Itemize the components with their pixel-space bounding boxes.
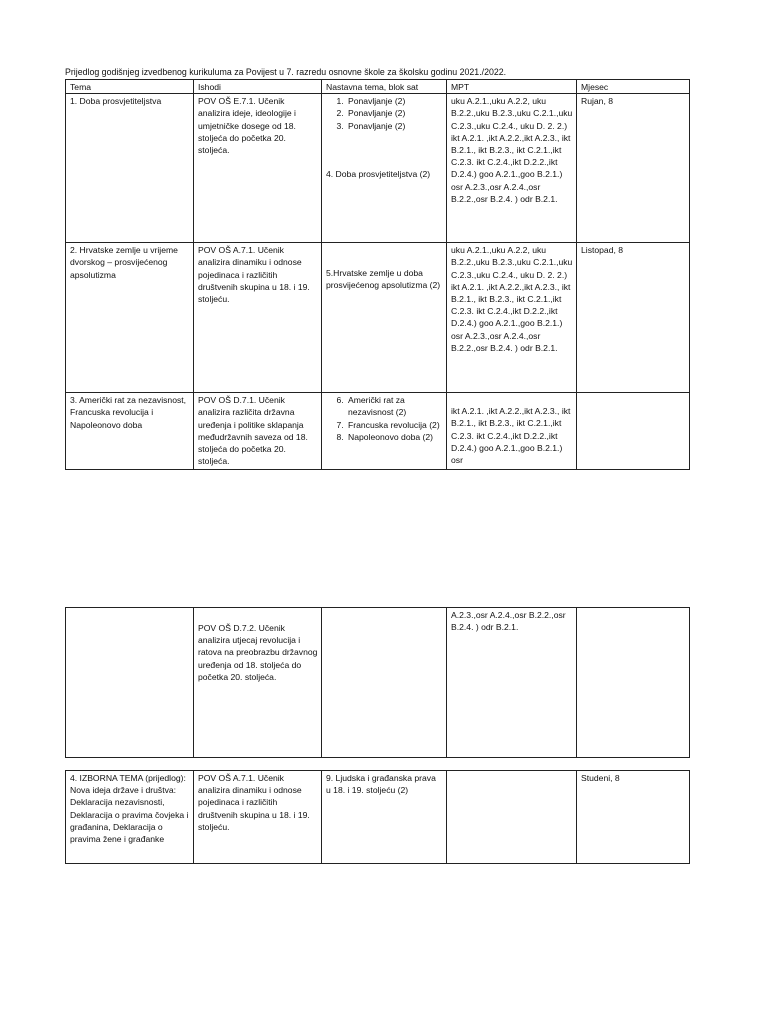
cell-mjesec: Studeni, 8 [577,771,690,864]
cell-nastavna-tema [322,393,447,470]
cell-tema: 1. Doba prosvjetiteljstva [66,94,194,243]
table-row [66,94,690,243]
curriculum-table [65,79,690,470]
header-nastavna-tema: Nastavna tema, blok sat [322,80,447,94]
header-mjesec: Mjesec [577,80,690,94]
lesson-list [326,394,443,443]
list-item: 6. Američki rat za nezavisnost (2) [346,394,443,418]
cell-mpt: uku A.2.1.,uku A.2.2, uku B.2.2.,uku B.2.3.,uku C.2.1.,uku C.2.3.,uku C.2.4., uku D. 2. 2.) ikt A.2.1. ,ikt A.2.2.,ikt A.2.3., ikt B.2.1., ikt B.2.3., ikt C.2.1.,ikt C.2.3. ikt C.2.4.,ikt D.2.2.,ikt D.2.4.) goo A.2.1.,goo B.2.1.) osr A.2.3.,osr A.2.4.,osr B.2.2.,osr B.2.4. ) odr B.2.1. [447,243,577,393]
cell-nastavna-tema: 9. Ljudska i građanska prava u 18. i 19. stoljeću (2) [322,771,447,864]
cell-tema: 3. Američki rat za nezavisnost, Francuska revolucija i Napoleonovo doba [66,393,194,470]
cell-tema: 2. Hrvatske zemlje u vrijeme dvorskog – prosvijećenog apsolutizma [66,243,194,393]
cell-mpt: ikt A.2.1. ,ikt A.2.2.,ikt A.2.3., ikt B.2.1., ikt B.2.3., ikt C.2.1.,ikt C.2.3. ikt C.2.4.,ikt D.2.2.,ikt D.2.4.) goo A.2.1.,goo B.2.1.) osr [447,393,577,470]
lesson-item: 4. Doba prosvjetiteljstva (2) [326,168,431,179]
cell-ishodi: POV OŠ D.7.2. Učenik analizira utjecaj revolucija i ratova na preobrazbu državnog uređenja od 18. stoljeća do početka 20. stoljeća. [194,608,322,758]
cell-nastavna-tema [322,608,447,758]
cell-mjesec: Rujan, 8 [577,94,690,243]
list-item: 2. Ponavljanje (2) [346,107,443,119]
table-row [66,243,690,393]
table-header-row [66,80,690,94]
curriculum-table-elective [65,770,690,864]
table-row [66,608,690,758]
header-ishodi: Ishodi [194,80,322,94]
cell-mjesec [577,393,690,470]
list-item: 3. Ponavljanje (2) [346,120,443,132]
lesson-list [326,95,443,132]
cell-mpt: uku A.2.1.,uku A.2.2, uku B.2.2.,uku B.2.3.,uku C.2.1.,uku C.2.3.,uku C.2.4., uku D. 2. 2.) ikt A.2.1. ,ikt A.2.2.,ikt A.2.3., ikt B.2.1., ikt B.2.3., ikt C.2.1.,ikt C.2.3. ikt C.2.4.,ikt D.2.2.,ikt D.2.4.) goo A.2.1.,goo B.2.1.) osr A.2.3.,osr A.2.4.,osr B.2.2.,osr B.2.4. ) odr B.2.1. [447,94,577,243]
cell-nastavna-tema: 5.Hrvatske zemlje u doba prosvijećenog apsolutizma (2) [322,243,447,393]
cell-ishodi: POV OŠ A.7.1. Učenik analizira dinamiku i odnose pojedinaca i različitih društvenih skupina u 18. i 19. stoljeću. [194,243,322,393]
cell-tema [66,608,194,758]
list-item: 1. Ponavljanje (2) [346,95,443,107]
cell-mpt: A.2.3.,osr A.2.4.,osr B.2.2.,osr B.2.4. ) odr B.2.1. [447,608,577,758]
cell-ishodi: POV OŠ E.7.1. Učenik analizira ideje, ideologije i umjetničke dosege od 18. stoljeća do početka 20. stoljeća. [194,94,322,243]
header-mpt: MPT [447,80,577,94]
cell-mpt [447,771,577,864]
list-item: 7. Francuska revolucija (2) [346,419,443,431]
cell-tema: 4. IZBORNA TEMA (prijedlog): Nova ideja države i društva: Deklaracija nezavisnosti, Deklaracija o pravima čovjeka i građanina, Deklaracija o pravima žene i građanke [66,771,194,864]
table-row [66,393,690,470]
cell-mjesec [577,608,690,758]
curriculum-table-continued [65,607,690,758]
header-tema: Tema [66,80,194,94]
cell-nastavna-tema [322,94,447,243]
cell-mjesec: Listopad, 8 [577,243,690,393]
document-title: Prijedlog godišnjeg izvedbenog kurikuluma za Povijest u 7. razredu osnovne škole za školsku godinu 2021./2022. [65,67,507,77]
table-row [66,771,690,864]
cell-ishodi: POV OŠ D.7.1. Učenik analizira različita državna uređenja i politike sklapanja međudržavnih saveza od 18. stoljeća do početka 20. stoljeća. [194,393,322,470]
cell-ishodi: POV OŠ A.7.1. Učenik analizira dinamiku i odnose pojedinaca i različitih društvenih skupina u 18. i 19. stoljeću. [194,771,322,864]
list-item: 8. Napoleonovo doba (2) [346,431,443,443]
